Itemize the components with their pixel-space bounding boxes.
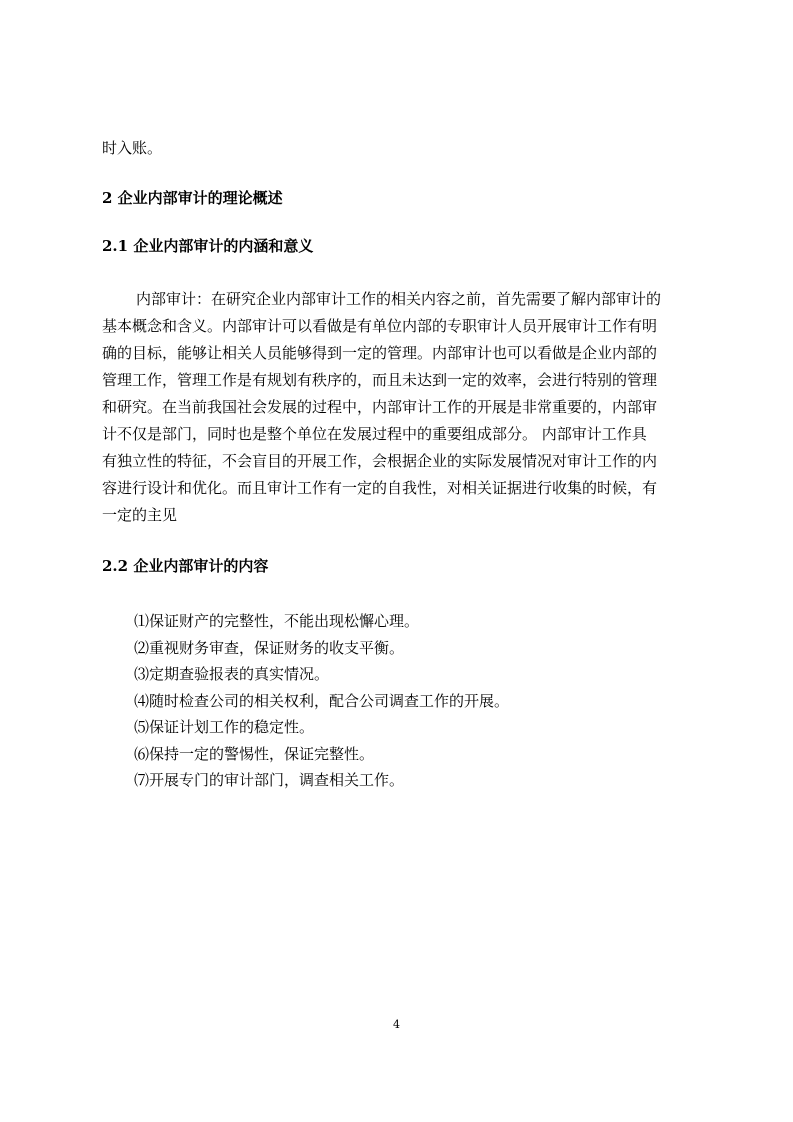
paragraph-line: 确的目标，能够让相关人员能够得到一定的管理。内部审计也可以看做是企业内部的 bbox=[102, 344, 658, 362]
paragraph-line: 容进行设计和优化。而且审计工作有一定的自我性，对相关证据进行收集的时候，有 bbox=[102, 479, 658, 497]
paragraph-line: 内部审计：在研究企业内部审计工作的相关内容之前，首先需要了解内部审计的 bbox=[136, 290, 662, 308]
list-item: ⑵重视财务审查，保证财务的收支平衡。 bbox=[134, 638, 405, 657]
page-number: 4 bbox=[393, 1018, 400, 1031]
paragraph-line: 计不仅是部门，同时也是整个单位在发展过程中的重要组成部分。 内部审计工作具 bbox=[102, 425, 647, 443]
paragraph-line: 有独立性的特征，不会盲目的开展工作，会根据企业的实际发展情况对审计工作的内 bbox=[102, 452, 658, 470]
paragraph-line: 一定的主见 bbox=[102, 506, 178, 524]
list-item: ⑸保证计划工作的稳定性。 bbox=[134, 718, 315, 736]
list-item: ⑷随时检查公司的相关权利，配合公司调查工作的开展。 bbox=[134, 691, 510, 710]
list-item: ⑶定期查验报表的真实情况。 bbox=[134, 665, 330, 683]
audit-content-list bbox=[134, 608, 509, 794]
list-item: ⑹保持一定的警惕性，保证完整性。 bbox=[134, 744, 375, 763]
paragraph-line: 基本概念和含义。内部审计可以看做是有单位内部的专职审计人员开展审计工作有明 bbox=[102, 317, 658, 335]
section-heading-2-1: 2.1 企业内部审计的内涵和意义 bbox=[102, 237, 314, 255]
list-item: ⑴保证财产的完整性，不能出现松懈心理。 bbox=[134, 612, 420, 630]
section-2-1-paragraph bbox=[102, 286, 694, 529]
paragraph-line: 管理工作，管理工作是有规划有秩序的，而且未达到一定的效率，会进行特别的管理 bbox=[102, 371, 658, 389]
list-item: ⑺开展专门的审计部门，调查相关工作。 bbox=[134, 771, 405, 789]
section-heading-2: 2 企业内部审计的理论概述 bbox=[102, 189, 283, 207]
section-heading-2-2: 2.2 企业内部审计的内容 bbox=[102, 557, 269, 575]
paragraph-line: 和研究。在当前我国社会发展的过程中，内部审计工作的开展是非常重要的，内部审 bbox=[102, 398, 658, 416]
continuation-text: 时入账。 bbox=[102, 139, 163, 157]
